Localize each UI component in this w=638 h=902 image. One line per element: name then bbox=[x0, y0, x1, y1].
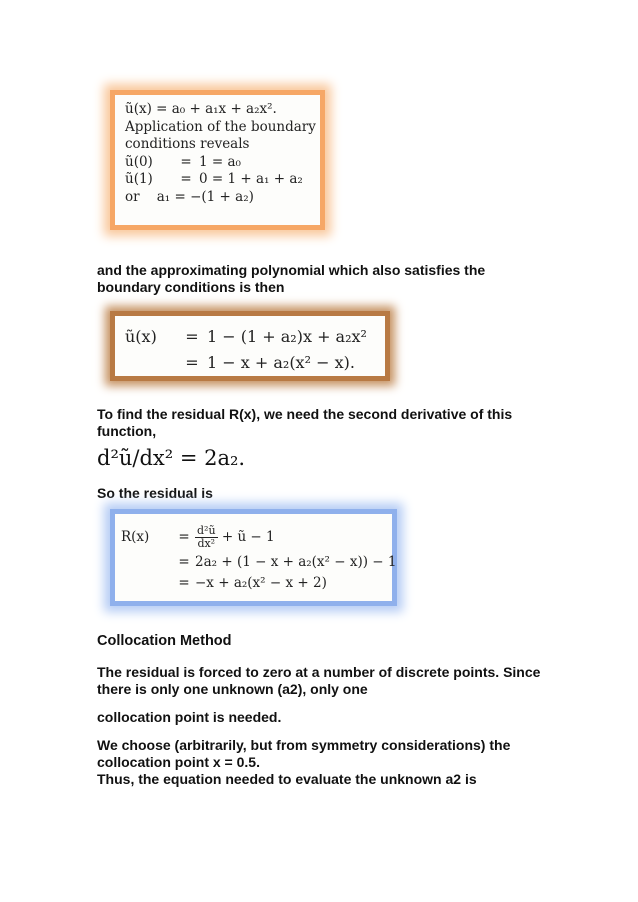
residual-row bbox=[121, 522, 386, 552]
eq-rhs: 1 − (1 + a₂)x + a₂x² bbox=[207, 327, 367, 346]
paragraph-second-derivative: To find the residual R(x), we need the second derivative of this function, bbox=[97, 406, 513, 439]
residual-box bbox=[110, 509, 397, 606]
trial-function-line: ũ(x) = a₀ + a₁x + a₂x². bbox=[125, 101, 277, 117]
boundary-row bbox=[125, 154, 310, 172]
second-derivative-equation: d²ũ/dx² = 2a₂. bbox=[97, 446, 246, 470]
boundary-row bbox=[125, 171, 310, 189]
paragraph-collocation-2: collocation point is needed. bbox=[97, 709, 282, 725]
boundary-conditions-box bbox=[110, 90, 325, 230]
eq-sign: = bbox=[185, 327, 199, 346]
a1-result-line: or a₁ = −(1 + a₂) bbox=[125, 188, 254, 205]
eq-rhs: 2a₂ + (1 − x + a₂(x² − x)) − 1 bbox=[195, 554, 397, 570]
eq-sign: = bbox=[180, 153, 192, 170]
polynomial-row bbox=[125, 324, 375, 350]
eq-rhs: −x + a₂(x² − x + 2) bbox=[195, 575, 327, 591]
eq-lhs: R(x) bbox=[121, 529, 150, 545]
approximating-polynomial-box bbox=[110, 311, 390, 381]
eq-sign: = bbox=[178, 554, 190, 570]
fraction bbox=[195, 525, 218, 550]
paragraph-collocation-1: The residual is forced to zero at a number of discrete points. Since there is only one unknown (a2), only one bbox=[97, 664, 541, 697]
eq-lhs: ũ(0) bbox=[125, 153, 153, 170]
eq-sign: = bbox=[180, 171, 192, 188]
paragraph-collocation-3: We choose (arbitrarily, but from symmetry considerations) the collocation point x = 0.5. bbox=[97, 737, 511, 770]
eq-rhs: 1 − x + a₂(x² − x). bbox=[207, 353, 355, 372]
paragraph-collocation-4: Thus, the equation needed to evaluate the unknown a2 is bbox=[97, 771, 477, 787]
eq-rhs: 0 = 1 + a₁ + a₂ bbox=[199, 171, 303, 188]
eq-sign: = bbox=[185, 353, 199, 372]
fraction-numerator: d²ũ bbox=[197, 524, 216, 537]
eq-rhs: 1 = a₀ bbox=[199, 153, 241, 170]
eq-lhs: ũ(1) bbox=[125, 171, 153, 188]
paragraph-residual-intro: So the residual is bbox=[97, 485, 213, 501]
section-heading: Collocation Method bbox=[97, 633, 232, 649]
box1-text-line: conditions reveals bbox=[125, 136, 250, 153]
eq-rhs: + ũ − 1 bbox=[221, 529, 275, 545]
eq-sign: = bbox=[178, 529, 190, 545]
paragraph-polynomial: and the approximating polynomial which also satisfies the boundary conditions is then bbox=[97, 262, 486, 295]
residual-row bbox=[121, 573, 386, 594]
fraction-denominator: dx² bbox=[197, 537, 216, 550]
box1-text-line: Application of the boundary bbox=[125, 118, 316, 135]
polynomial-row bbox=[125, 350, 375, 376]
residual-row bbox=[121, 552, 397, 573]
eq-lhs: ũ(x) bbox=[125, 327, 157, 346]
eq-sign: = bbox=[178, 575, 190, 591]
